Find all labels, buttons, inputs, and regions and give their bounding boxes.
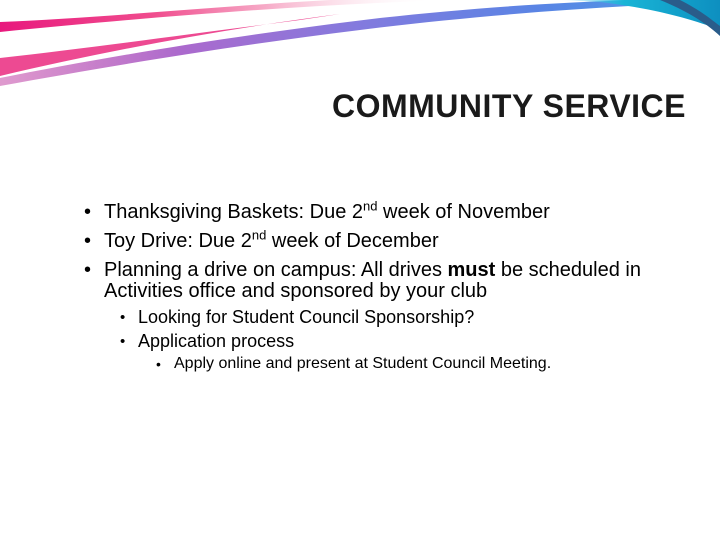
slide-content [84, 198, 664, 382]
sub-sub-bullet-text: Apply online and present at Student Council Meeting. [174, 355, 552, 372]
emphasis-text: must [447, 259, 496, 281]
bullet-text: Planning a drive on campus: All drives [104, 259, 448, 281]
bullet-text: week of December [266, 230, 439, 252]
sub-bullet-list [120, 307, 664, 374]
decorative-ribbon-graphic [0, 0, 720, 90]
list-item-toy-drive [84, 227, 664, 252]
list-item-apply-online [156, 354, 664, 374]
sub-bullet-text: Looking for Student Council Sponsorship? [138, 307, 475, 327]
list-item-application [120, 331, 664, 374]
sub-bullet-text: Application process [138, 331, 295, 351]
bullet-list [84, 198, 664, 374]
ordinal-suffix: nd [251, 227, 267, 243]
sub-sub-bullet-list [156, 354, 664, 374]
ordinal-suffix: nd [363, 198, 378, 214]
bullet-text: Thanksgiving Baskets: Due 2 [104, 201, 364, 223]
page-title: COMMUNITY SERVICE [331, 88, 686, 124]
bullet-text: Toy Drive: Due 2 [104, 230, 252, 252]
bullet-text: be scheduled in Activities office and sponsored by your club [104, 259, 641, 302]
list-item-thanksgiving [84, 198, 664, 223]
list-item-sponsorship [120, 307, 664, 328]
ribbon-purple [0, 0, 720, 86]
list-item-campus-drive [84, 260, 664, 374]
bullet-text: week of November [377, 201, 550, 223]
